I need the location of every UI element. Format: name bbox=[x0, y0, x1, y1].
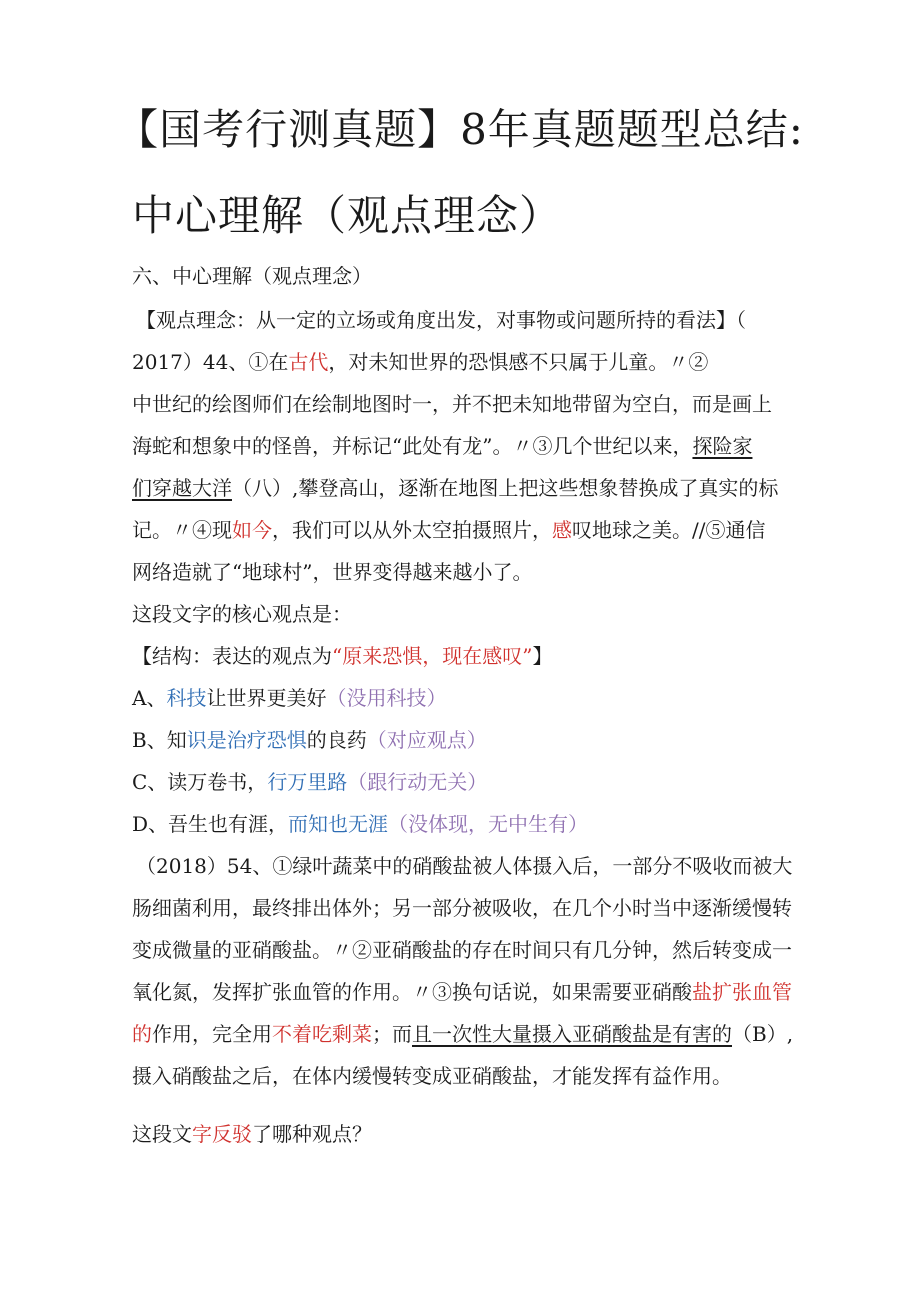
q1-text: ，我们可以从外太空拍摄照片， bbox=[272, 518, 552, 542]
option-b-prefix: B、知 bbox=[132, 728, 187, 752]
q1-text: ，对未知世界的恐惧感不只属于儿童。〃② bbox=[328, 350, 709, 374]
structure-note bbox=[132, 642, 812, 670]
option-a-note: （没用科技） bbox=[326, 686, 447, 710]
q2-passage-line-3: 变成微量的亚硝酸盐。〃②亚硝酸盐的存在时间只有几分钟，然后转变成一 bbox=[132, 938, 792, 962]
option-c-note: （跟行动无关） bbox=[347, 770, 488, 794]
q1-text: 海蛇和想象中的怪兽，并标记“此处有龙”。〃③几个世纪以来， bbox=[132, 434, 693, 458]
q1-underlined: 们穿越大洋 bbox=[132, 476, 232, 500]
section-heading: 六、中心理解（观点理念） bbox=[132, 264, 372, 288]
q1-prompt: 这段文字的核心观点是： bbox=[132, 602, 352, 626]
q2-highlight-red: 不着吃剩菜 bbox=[272, 1022, 372, 1046]
q1-highlight-red: 如今 bbox=[232, 518, 272, 542]
q1-passage-line-2: 中世纪的绘图师们在绘制地图时一，并不把未知地带留为空白，而是画上 bbox=[132, 392, 772, 416]
option-a-blue: 科技 bbox=[166, 686, 207, 710]
q2-prompt bbox=[132, 1120, 812, 1148]
q2-prompt-text: 了哪种观点？ bbox=[252, 1122, 372, 1146]
q2-passage-line-2: 肠细菌利用，最终排出体外；另一部分被吸收，在几个小时当中逐渐缓慢转 bbox=[132, 896, 792, 920]
q1-passage-line-5 bbox=[132, 516, 812, 544]
q2-passage-line-5 bbox=[132, 1020, 812, 1048]
page-subtitle: 中心理解（观点理念） bbox=[132, 191, 563, 240]
q2-text: 作用，完全用 bbox=[152, 1022, 272, 1046]
q2-prompt-highlight: 字反驳 bbox=[192, 1122, 252, 1146]
q1-passage-line-1 bbox=[132, 348, 812, 376]
option-b[interactable] bbox=[132, 726, 812, 754]
option-b-blue: 识是治疗恐惧 bbox=[186, 728, 307, 752]
q2-text: ；而 bbox=[372, 1022, 412, 1046]
q2-underlined: 且一次性大量摄入亚硝酸盐是有害的 bbox=[412, 1022, 732, 1046]
q2-answer: （B）, bbox=[732, 1022, 794, 1046]
q1-text: 叹地球之美。//⑤通信 bbox=[572, 518, 766, 542]
structure-highlight: “原来恐惧，现在感叹” bbox=[332, 644, 533, 668]
page-title: 【国考行测真题】8年真题题型总结: bbox=[116, 105, 804, 154]
q2-highlight-red: 的 bbox=[132, 1022, 152, 1046]
q1-text: （八）,攀登高山，逐渐在地图上把这些想象替换成了真实的标 bbox=[232, 476, 779, 500]
option-c-prefix: C、读万卷书， bbox=[132, 770, 268, 794]
q2-highlight-red: 盐扩张血管 bbox=[692, 980, 792, 1004]
q1-highlight-red: 古代 bbox=[288, 350, 329, 374]
q1-passage-line-4 bbox=[132, 474, 812, 502]
q1-underlined: 探险家 bbox=[692, 434, 753, 458]
option-a[interactable] bbox=[132, 684, 812, 712]
q1-passage-line-6: 网络造就了“地球村”，世界变得越来越小了。 bbox=[132, 560, 533, 584]
option-a-rest: 让世界更美好 bbox=[206, 686, 327, 710]
q2-prompt-text: 这段文 bbox=[132, 1122, 192, 1146]
option-b-note: （对应观点） bbox=[366, 728, 487, 752]
structure-text: 】 bbox=[532, 644, 553, 668]
q1-text: 2017）44、①在 bbox=[132, 350, 289, 374]
q2-text: 氧化氮，发挥扩张血管的作用。〃③换句话说，如果需要亚硝酸 bbox=[132, 980, 692, 1004]
structure-text: 【结构：表达的观点为 bbox=[132, 644, 332, 668]
q1-text: 记。〃④现 bbox=[132, 518, 232, 542]
option-d-note: （没体现，无中生有） bbox=[388, 812, 589, 836]
q2-passage-line-4 bbox=[132, 978, 812, 1006]
option-d-blue: 而知也无涯 bbox=[288, 812, 389, 836]
q2-passage-line-6: 摄入硝酸盐之后，在体内缓慢转变成亚硝酸盐，才能发挥有益作用。 bbox=[132, 1064, 732, 1088]
q2-passage-line-1: （2018）54、①绿叶蔬菜中的硝酸盐被人体摄入后，一部分不吸收而被大 bbox=[136, 854, 793, 878]
q1-highlight-red: 感 bbox=[552, 518, 572, 542]
option-b-rest: 的良药 bbox=[306, 728, 367, 752]
q1-passage-line-3 bbox=[132, 432, 812, 460]
definition-line: 【观点理念：从一定的立场或角度出发，对事物或问题所持的看法】（ bbox=[136, 308, 746, 332]
option-c-blue: 行万里路 bbox=[267, 770, 348, 794]
option-d-prefix: D、吾生也有涯， bbox=[132, 812, 289, 836]
option-d[interactable] bbox=[132, 810, 812, 838]
option-c[interactable] bbox=[132, 768, 812, 796]
option-a-prefix: A、 bbox=[132, 686, 167, 710]
